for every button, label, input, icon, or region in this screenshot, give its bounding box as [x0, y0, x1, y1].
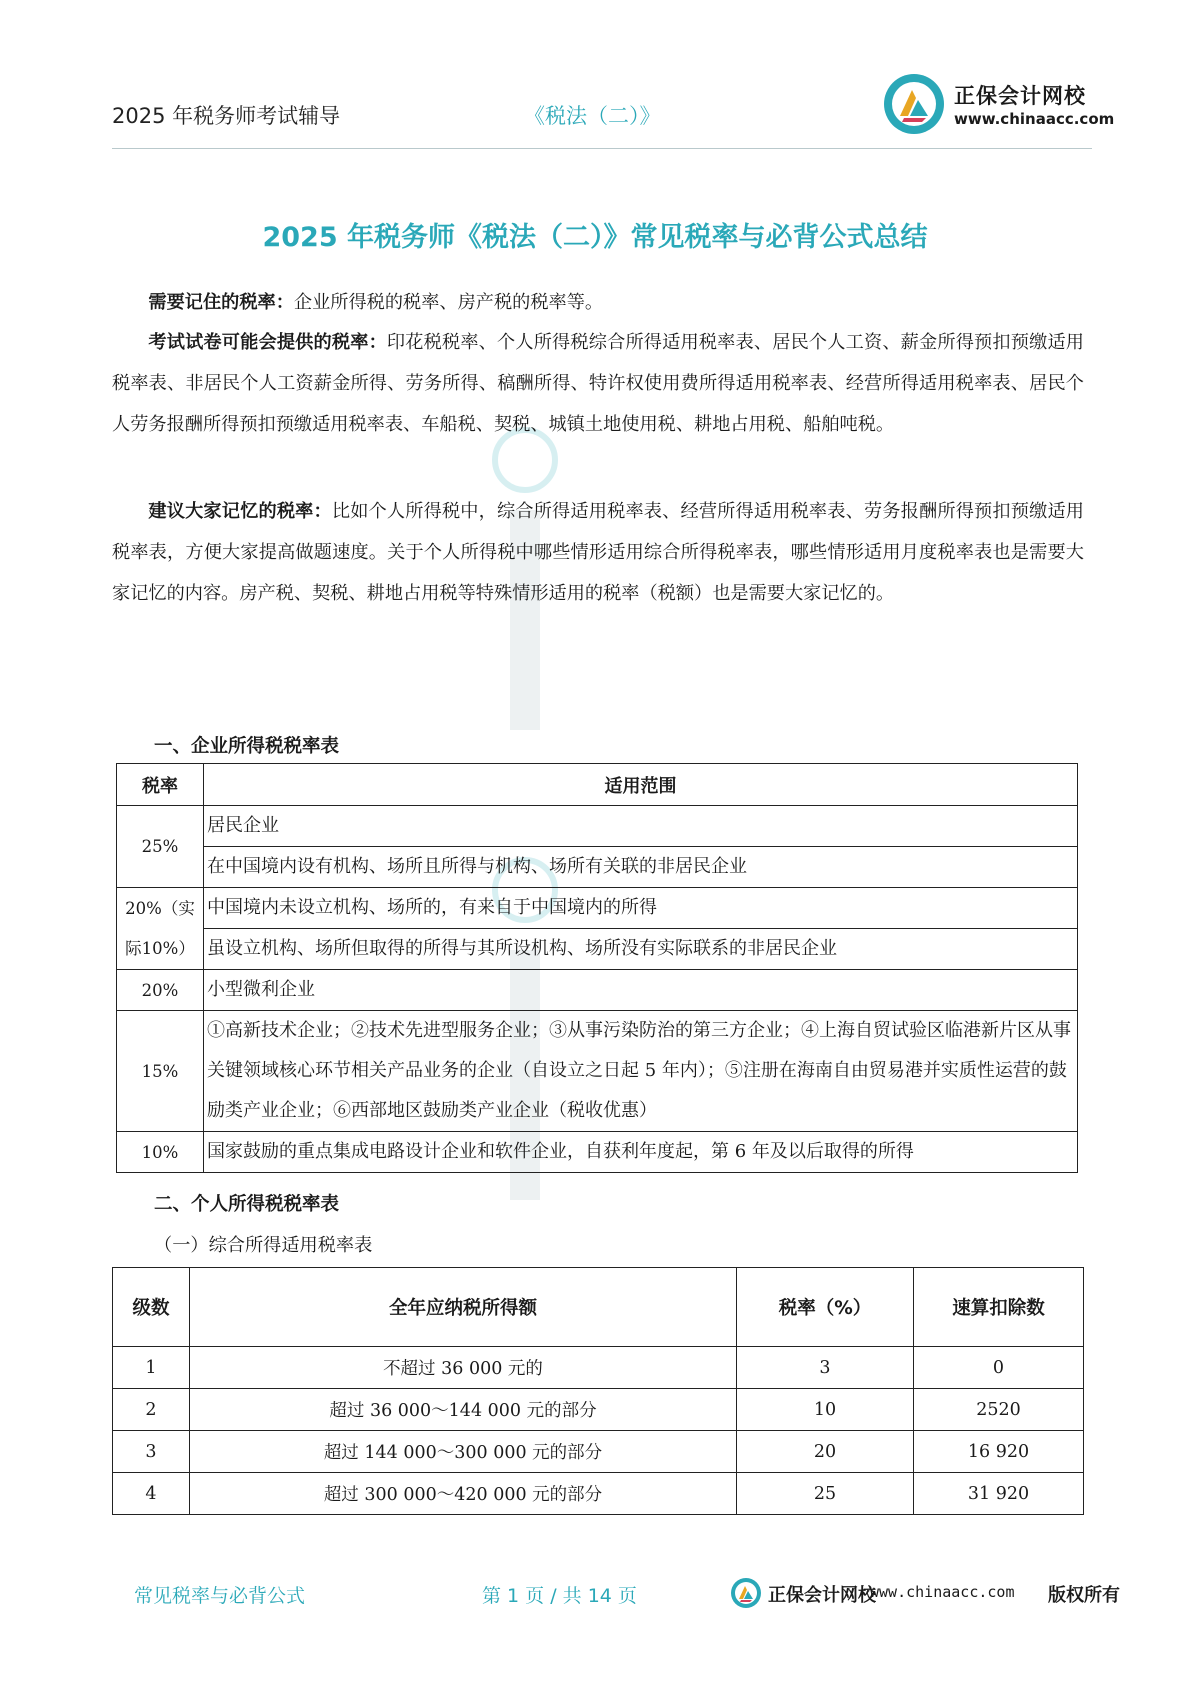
table-row — [117, 847, 1078, 888]
intro-label: 需要记住的税率： — [148, 292, 294, 313]
table-row — [117, 970, 1078, 1011]
table-row — [113, 1431, 1084, 1473]
level-cell: 1 — [113, 1347, 190, 1389]
deduction-cell: 2520 — [914, 1389, 1084, 1431]
rate-cell: 20 — [737, 1431, 914, 1473]
rate-cell: 10 — [737, 1389, 914, 1431]
intro-text: 印花税税率、个人所得税综合所得适用税率表、居民个人工资、薪金所得预扣预缴适用税率表、非居民个人工资薪金所得、劳务所得、稿酬所得、特许权使用费所得适用税率表、经营所得适用税率表、居民个人劳务报酬所得预扣预缴适用税率表、车船税、契税、城镇土地使用税、耕地占用税、船舶吨税。 — [112, 332, 1084, 435]
rate-cell: 20% — [117, 970, 204, 1011]
brand-logo-icon — [730, 1577, 762, 1609]
level-cell: 4 — [113, 1473, 190, 1515]
brand-logo-icon — [882, 72, 946, 136]
scope-cell: 虽设立机构、场所但取得的所得与其所设机构、场所没有实际联系的非居民企业 — [204, 929, 1078, 970]
level-cell: 3 — [113, 1431, 190, 1473]
rate-cell: 10% — [117, 1132, 204, 1173]
income-cell: 不超过 36 000 元的 — [190, 1347, 737, 1389]
individual-tax-rate-table — [112, 1267, 1084, 1515]
level-cell: 2 — [113, 1389, 190, 1431]
deduction-cell: 0 — [914, 1347, 1084, 1389]
scope-cell: 居民企业 — [204, 806, 1078, 847]
intro-paragraph-3 — [112, 491, 1084, 614]
scope-cell: 在中国境内设有机构、场所且所得与机构、场所有关联的非居民企业 — [204, 847, 1078, 888]
brand-logo[interactable] — [882, 72, 1115, 136]
deduction-cell: 31 920 — [914, 1473, 1084, 1515]
table-header-rate: 税率（%） — [737, 1268, 914, 1347]
scope-cell: 国家鼓励的重点集成电路设计企业和软件企业，自获利年度起，第 6 年及以后取得的所得 — [204, 1132, 1078, 1173]
footer-brand-name: 正保会计网校 — [768, 1585, 876, 1606]
table-header-level: 级数 — [113, 1268, 190, 1347]
table-header-scope: 适用范围 — [204, 764, 1078, 806]
table-row — [113, 1389, 1084, 1431]
scope-cell: 小型微利企业 — [204, 970, 1078, 1011]
intro-label: 建议大家记忆的税率： — [148, 501, 332, 522]
header-subject: 《税法（二）》 — [524, 104, 661, 128]
deduction-cell: 16 920 — [914, 1431, 1084, 1473]
document-title: 2025 年税务师《税法（二）》常见税率与必背公式总结 — [262, 222, 928, 253]
corporate-tax-rate-table — [116, 763, 1078, 1173]
table-header-income: 全年应纳税所得额 — [190, 1268, 737, 1347]
table-row — [113, 1347, 1084, 1389]
footer-url[interactable]: www.chinaacc.com — [870, 1583, 1015, 1601]
intro-text: 企业所得税的税率、房产税的税率等。 — [293, 292, 604, 313]
intro-paragraph-2 — [112, 322, 1084, 445]
scope-cell: 中国境内未设立机构、场所的，有来自于中国境内的所得 — [204, 888, 1078, 929]
page-footer — [112, 1575, 1120, 1615]
intro-paragraph-1 — [112, 282, 1084, 323]
section-heading-individual-tax: 二、个人所得税税率表 — [154, 1194, 340, 1215]
table-header-rate: 税率 — [117, 764, 204, 806]
rate-cell: 25% — [117, 806, 204, 888]
rate-cell: 25 — [737, 1473, 914, 1515]
table-row — [117, 929, 1078, 970]
intro-text: 比如个人所得税中，综合所得适用税率表、经营所得适用税率表、劳务报酬所得预扣预缴适用税率表，方便大家提高做题速度。关于个人所得税中哪些情形适用综合所得税率表，哪些情形适用月度税率表也是需要大家记忆的内容。房产税、契税、耕地占用税等特殊情形适用的税率（税额）也是需要大家记忆的。 — [112, 501, 1084, 604]
page-header — [112, 68, 1115, 149]
table-row — [117, 806, 1078, 847]
section-heading-corporate-tax: 一、企业所得税税率表 — [154, 736, 340, 757]
rate-cell: 3 — [737, 1347, 914, 1389]
income-cell: 超过 36 000～144 000 元的部分 — [190, 1389, 737, 1431]
brand-url: www.chinaacc.com — [954, 110, 1115, 128]
table-row — [117, 888, 1078, 929]
rate-cell: 15% — [117, 1011, 204, 1132]
subsection-heading: （一）综合所得适用税率表 — [154, 1235, 373, 1256]
income-cell: 超过 144 000～300 000 元的部分 — [190, 1431, 737, 1473]
table-row — [117, 1011, 1078, 1132]
income-cell: 超过 300 000～420 000 元的部分 — [190, 1473, 737, 1515]
footer-copyright: 版权所有 — [1048, 1585, 1120, 1606]
rate-cell: 20%（实际10%） — [117, 888, 204, 970]
footer-doc-title: 常见税率与必背公式 — [134, 1585, 306, 1607]
table-row — [117, 1132, 1078, 1173]
scope-cell: ①高新技术企业；②技术先进型服务企业；③从事污染防治的第三方企业；④上海自贸试验区临港新片区从事关键领域核心环节相关产品业务的企业（自设立之日起 5 年内）；⑤注册在海南自由贸易港并实质性运营的鼓励类产业企业；⑥西部地区鼓励类产业企业（税收优惠） — [204, 1011, 1078, 1132]
header-course-title: 2025 年税务师考试辅导 — [112, 104, 341, 128]
table-header-deduction: 速算扣除数 — [914, 1268, 1084, 1347]
table-row — [113, 1473, 1084, 1515]
brand-name: 正保会计网校 — [954, 84, 1086, 108]
page-number: 第 1 页 / 共 14 页 — [482, 1585, 637, 1607]
intro-label: 考试试卷可能会提供的税率： — [148, 332, 387, 353]
